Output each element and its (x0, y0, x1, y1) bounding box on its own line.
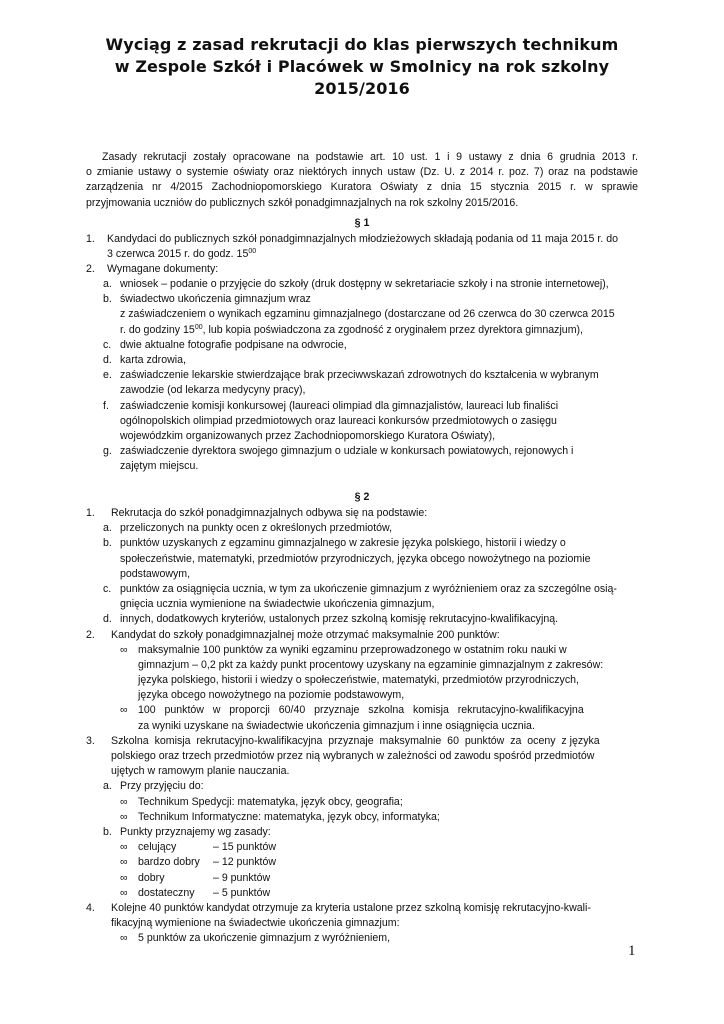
bullet-text: 100 punktów w proporcji 60/40 przyznaje szkolna komisja rekrutacyjno-kwalifikacyjna (138, 704, 584, 717)
documents-sublist (86, 277, 646, 474)
title-line: 2015/2016 (314, 79, 410, 98)
section1-documents (86, 262, 646, 277)
sublist-letter: a. (103, 522, 112, 535)
sublist-text: dwie aktualne fotografie podpisane na odwrocie, (120, 338, 347, 351)
sublist-letter: c. (103, 582, 112, 595)
list-item-text: Kandydat do szkoły ponadgimnazjalnej może otrzymać maksymalnie 200 punktów: (111, 628, 500, 641)
infinity-bullet-icon: ∞ (120, 810, 128, 823)
sublist-text: innych, dodatkowych kryteriów, ustalonych przez szkolną komisję rekrutacyjno-kwalifikacyjną. (120, 613, 559, 626)
sublist-text: Punkty przyznajemy wg zasady: (120, 825, 271, 838)
sublist-text: gnięcia ucznia wymienione na świadectwie ukończenia gimnazjum, (120, 598, 435, 611)
section-heading: § 1 (354, 217, 370, 229)
intro-line: Zasady rekrutacji zostały opracowane na podstawie art. 10 ust. 1 i 9 ustawy z dnia 6 grudnia 2013 r. (102, 151, 638, 163)
list-number: 3. (86, 734, 95, 747)
sublist-letter: b. (103, 825, 112, 838)
intro-paragraph (86, 150, 638, 211)
sublist-text: ogólnopolskich olimpiad przedmiotowych oraz laureaci konkursów przedmiotowych o zasięgu (120, 414, 557, 427)
document-title (80, 34, 644, 100)
sublist-letter: b. (103, 293, 112, 306)
sublist-letter: e. (103, 369, 112, 382)
infinity-bullet-icon: ∞ (120, 704, 128, 717)
grade-points: – 12 punktów (213, 856, 277, 869)
sublist-text: karta zdrowia, (120, 353, 186, 366)
infinity-bullet-icon: ∞ (120, 871, 128, 884)
list-number: 2. (86, 628, 95, 641)
infinity-bullet-icon: ∞ (120, 932, 128, 945)
bullet-text: gimnazjum – 0,2 pkt za każdy punkt procentowy uzyskany na egzaminie gimnazjalnym z zakresów: (138, 658, 604, 671)
sublist-text: podstawowym, (120, 567, 191, 580)
sublist-text: punktów uzyskanych z egzaminu gimnazjalnego w zakresie języka polskiego, historii i wiedzy o (120, 537, 566, 550)
sublist-letter: f. (103, 399, 109, 412)
list-item-text: 3 czerwca 2015 r. do godz. $15^{00}$ (107, 248, 257, 261)
bullet-text: Technikum Spedycji: matematyka, język obcy, geografia; (138, 795, 403, 808)
sublist-letter: b. (103, 537, 112, 550)
list-item-text: Kolejne 40 punktów kandydat otrzymuje za kryteria ustalone przez szkolną komisję rekrutacyjno-kwali- (111, 901, 591, 914)
grade-points: – 9 punktów (213, 871, 271, 884)
grade-name: bardzo dobry (138, 856, 200, 869)
bullet-text: języka obcego nowożytnego na poziomie podstawowym, (138, 689, 405, 702)
sublist-text: punktów za osiągnięcia ucznia, w tym za ukończenie gimnazjum z wyróżnieniem oraz za szczególne osią- (120, 582, 617, 595)
sublist-letter: c. (103, 338, 112, 351)
grade-name: dostateczny (138, 886, 195, 899)
sublist-text: zaświadczenie dyrektora swojego gimnazjum o udziale w konkursach powiatowych, rejonowych i (120, 445, 574, 458)
intro-line: zarządzenia nr 4/2015 Zachodniopomorskiego Kuratora Oświaty z dnia 15 stycznia 2015 r. w sprawie (86, 181, 638, 194)
sublist-text: Przy przyjęciu do: (120, 780, 204, 793)
infinity-bullet-icon: ∞ (120, 643, 128, 656)
sublist-letter: a. (103, 278, 112, 290)
list-item-text: Szkolna komisja rekrutacyjno-kwalifikacyjna przyznaje maksymalnie 60 punktów za oceny z języka (111, 734, 600, 747)
infinity-bullet-icon: ∞ (120, 856, 128, 869)
sublist-text: zajętym miejscu. (120, 460, 199, 473)
list-item-text: fikacyjną wymienione na świadectwie ukończenia gimnazjum: (111, 917, 400, 930)
page-number: 1 (628, 943, 636, 959)
list-number: 2. (86, 263, 95, 275)
infinity-bullet-icon: ∞ (120, 841, 128, 854)
bullet-text: za wyniki uzyskane na świadectwie ukończenia gimnazjum i inne osiągnięcia ucznia. (138, 719, 535, 732)
list-item-text: Wymagane dokumenty: (107, 263, 219, 275)
sublist-letter: d. (103, 613, 112, 626)
list-number: 4. (86, 901, 95, 914)
sublist-text: z zaświadczeniem o wynikach egzaminu gimnazjalnego (dostarczane od 26 czerwca do 30 czerwca 2015 (120, 308, 615, 321)
sublist-text: świadectwo ukończenia gimnazjum wraz (120, 293, 311, 306)
sublist-text: wojewódzkim organizowanych przez Zachodniopomorskiego Kuratora Oświaty), (120, 429, 496, 442)
intro-line: przyjmowania uczniów do publicznych szkół ponadgimnazjalnych na rok szkolny 2015/2016. (86, 196, 519, 209)
sublist-text: zawodzie (od lekarza medycyny pracy), (120, 384, 306, 397)
grade-name: dobry (138, 871, 165, 884)
infinity-bullet-icon: ∞ (120, 886, 128, 899)
list-number: 1. (86, 507, 95, 519)
sublist-text: wniosek – podanie o przyjęcie do szkoły (druk dostępny w sekretariacie szkoły i na stronie internetowej), (120, 278, 609, 290)
sublist-text: zaświadczenie lekarskie stwierdzające brak przeciwwskazań zdrowotnych do kształcenia w wybranym (120, 369, 599, 382)
sublist-text: społeczeństwie, matematyki, przedmiotów przyrodniczych, języka obcego nowożytnego na poziomie (120, 552, 591, 565)
sublist-text: r. do godziny $15^{00}$, lub kopia poświadczona za zgodność z oryginałem przez dyrektora gimnazjum), (120, 323, 583, 336)
list-item-text: Kandydaci do publicznych szkół ponadgimnazjalnych młodzieżowych składają podania od 11 maja 2015 r. do (107, 233, 618, 245)
bullet-text: 5 punktów za ukończenie gimnazjum z wyróżnieniem, (138, 932, 391, 945)
sublist-letter: g. (103, 445, 112, 458)
title-line: w Zespole Szkół i Placówek w Smolnicy na rok szkolny (114, 57, 610, 76)
section-heading: § 2 (354, 491, 370, 503)
list-item-text: Rekrutacja do szkół ponadgimnazjalnych odbywa się na podstawie: (111, 507, 428, 519)
sublist-text: przeliczonych na punkty ocen z określonych przedmiotów, (120, 522, 393, 535)
sublist-text: zaświadczenie komisji konkursowej (laureaci olimpiad dla gimnazjalistów, laureaci lub finaliści (120, 399, 559, 412)
title-line: Wyciąg z zasad rekrutacji do klas pierwszych technikum (105, 35, 619, 54)
list-item-text: polskiego oraz trzech przedmiotów przez nią wybranych w zależności od zawodu spośród przedmiotów (111, 750, 595, 762)
list-number: 1. (86, 233, 95, 245)
grade-name: celujący (138, 841, 177, 854)
infinity-bullet-icon: ∞ (120, 795, 128, 808)
grade-points: – 5 punktów (213, 886, 271, 899)
intro-line: o zmianie ustawy o systemie oświaty oraz niektórych innych ustaw (Dz. U. z 2014 r. poz. 7) oraz na podstawie (86, 166, 638, 179)
section2-list (86, 506, 646, 946)
sublist-letter: d. (103, 353, 112, 366)
bullet-text: języka polskiego, historii i wiedzy o społeczeństwie, matematyki, przedmiotów przyrodniczych, (138, 674, 579, 687)
bullet-text: maksymalnie 100 punktów za wyniki egzaminu przeprowadzonego w ostatnim roku nauki w (138, 643, 567, 656)
section1-list (86, 232, 646, 262)
list-item-text: ujętych w ramowym planie nauczania. (111, 765, 290, 778)
grade-points: – 15 punktów (213, 841, 277, 854)
bullet-text: Technikum Informatyczne: matematyka, język obcy, informatyka; (138, 810, 440, 823)
sublist-letter: a. (103, 780, 112, 793)
